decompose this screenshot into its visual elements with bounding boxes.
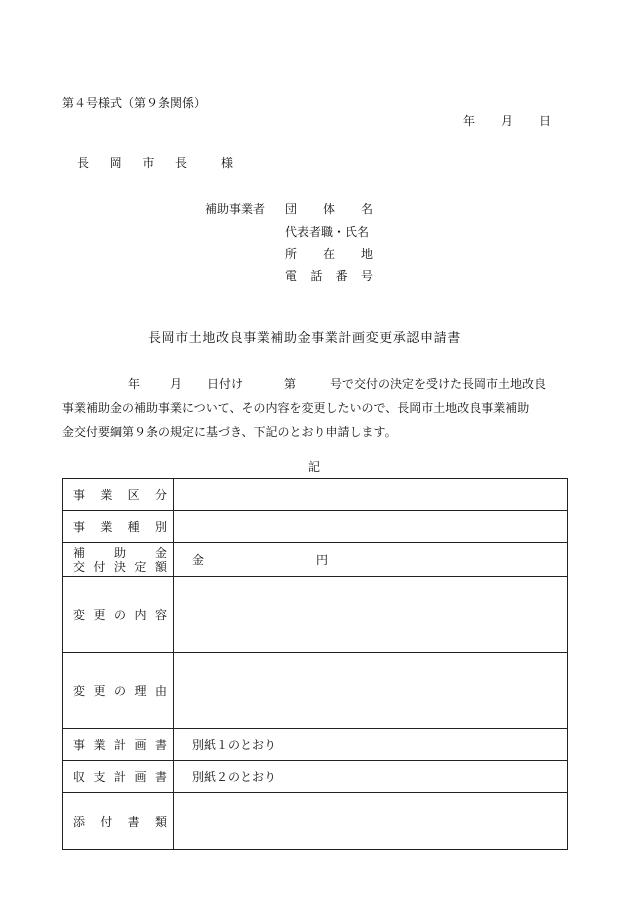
row-label-change-content: 変 更 の 内 容 — [63, 577, 174, 653]
applicant-heading: 補助事業者 — [205, 201, 266, 216]
applicant-row — [205, 201, 373, 215]
label-char: 名 — [360, 201, 373, 216]
addressee-char: 長 — [77, 156, 90, 170]
label-char: 体 — [322, 201, 335, 216]
body-month-label: 月 — [170, 377, 183, 391]
table-row — [63, 653, 568, 729]
label-char: 団 — [285, 201, 298, 216]
table-row — [63, 761, 568, 793]
label-char: 号 — [360, 268, 373, 283]
addressee — [77, 157, 233, 169]
grant-amount-field[interactable] — [174, 543, 568, 577]
applicant-row — [285, 224, 373, 238]
body-line-3: 金交付要綱第９条の規定に基づき、下記のとおり申請します。 — [62, 425, 397, 439]
label-char: 話 — [310, 268, 323, 283]
body-day-label: 日付け — [207, 377, 244, 391]
date-year-label: 年 — [463, 114, 476, 128]
amount-yen-unit: 円 — [316, 553, 329, 567]
table-row — [63, 511, 568, 543]
applicant-row — [285, 246, 373, 260]
addressee-honorific: 様 — [221, 156, 234, 170]
row-label-change-reason: 変 更 の 理 由 — [63, 653, 174, 729]
details-table — [62, 478, 568, 850]
label-text: 代表者職・氏名 — [285, 224, 370, 239]
row-label-project-plan: 事 業 計 画 書 — [63, 729, 174, 761]
project-category-field[interactable] — [174, 479, 568, 511]
label-char: 地 — [360, 246, 373, 261]
budget-plan-field[interactable]: 別紙２のとおり — [174, 761, 568, 793]
document-title: 長岡市土地改良事業補助金事業計画変更承認申請書 — [148, 331, 461, 346]
table-row — [63, 543, 568, 577]
ki-heading: 記 — [308, 460, 321, 474]
body-line-1 — [62, 372, 582, 396]
body-year-label: 年 — [128, 377, 141, 391]
applicant-row — [285, 268, 373, 282]
date-day-label: 日 — [538, 114, 551, 128]
date-month-label: 月 — [500, 114, 513, 128]
addressee-char: 岡 — [109, 156, 122, 170]
row-label-budget-plan: 収 支 計 画 書 — [63, 761, 174, 793]
body-line1-rest: 号で交付の決定を受けた長岡市土地改良 — [330, 377, 547, 391]
row-label-attachments: 添 付 書 類 — [63, 793, 174, 850]
date-line — [463, 115, 551, 127]
label-char: 在 — [322, 246, 335, 261]
label-char: 電 — [285, 268, 298, 283]
table-row — [63, 479, 568, 511]
applicant-label-phone — [285, 267, 373, 284]
addressee-char: 長 — [174, 156, 187, 170]
row-label-project-category: 事 業 区 分 — [63, 479, 174, 511]
project-plan-field[interactable]: 別紙１のとおり — [174, 729, 568, 761]
label-char: 所 — [285, 246, 298, 261]
table-row — [63, 793, 568, 850]
change-reason-field[interactable] — [174, 653, 568, 729]
body-paragraph — [62, 372, 582, 444]
body-number-prefix: 第 — [284, 377, 297, 391]
applicant-label-address — [285, 245, 373, 262]
project-type-field[interactable] — [174, 511, 568, 543]
label-char: 番 — [335, 268, 348, 283]
applicant-label-organization — [285, 200, 373, 217]
table-row — [63, 729, 568, 761]
row-label-grant-amount: 補 助 金 交 付 決 定 額 — [63, 543, 174, 577]
form-number: 第４号様式（第９条関係） — [62, 96, 207, 110]
applicant-label-representative — [285, 223, 373, 240]
body-line-2: 事業補助金の補助事業について、その内容を変更したいので、長岡市土地改良事業補助 — [62, 401, 530, 415]
amount-prefix: 金 — [192, 553, 205, 567]
change-content-field[interactable] — [174, 577, 568, 653]
addressee-char: 市 — [142, 156, 155, 170]
table-row — [63, 577, 568, 653]
row-label-project-type: 事 業 種 別 — [63, 511, 174, 543]
attachments-field[interactable] — [174, 793, 568, 850]
